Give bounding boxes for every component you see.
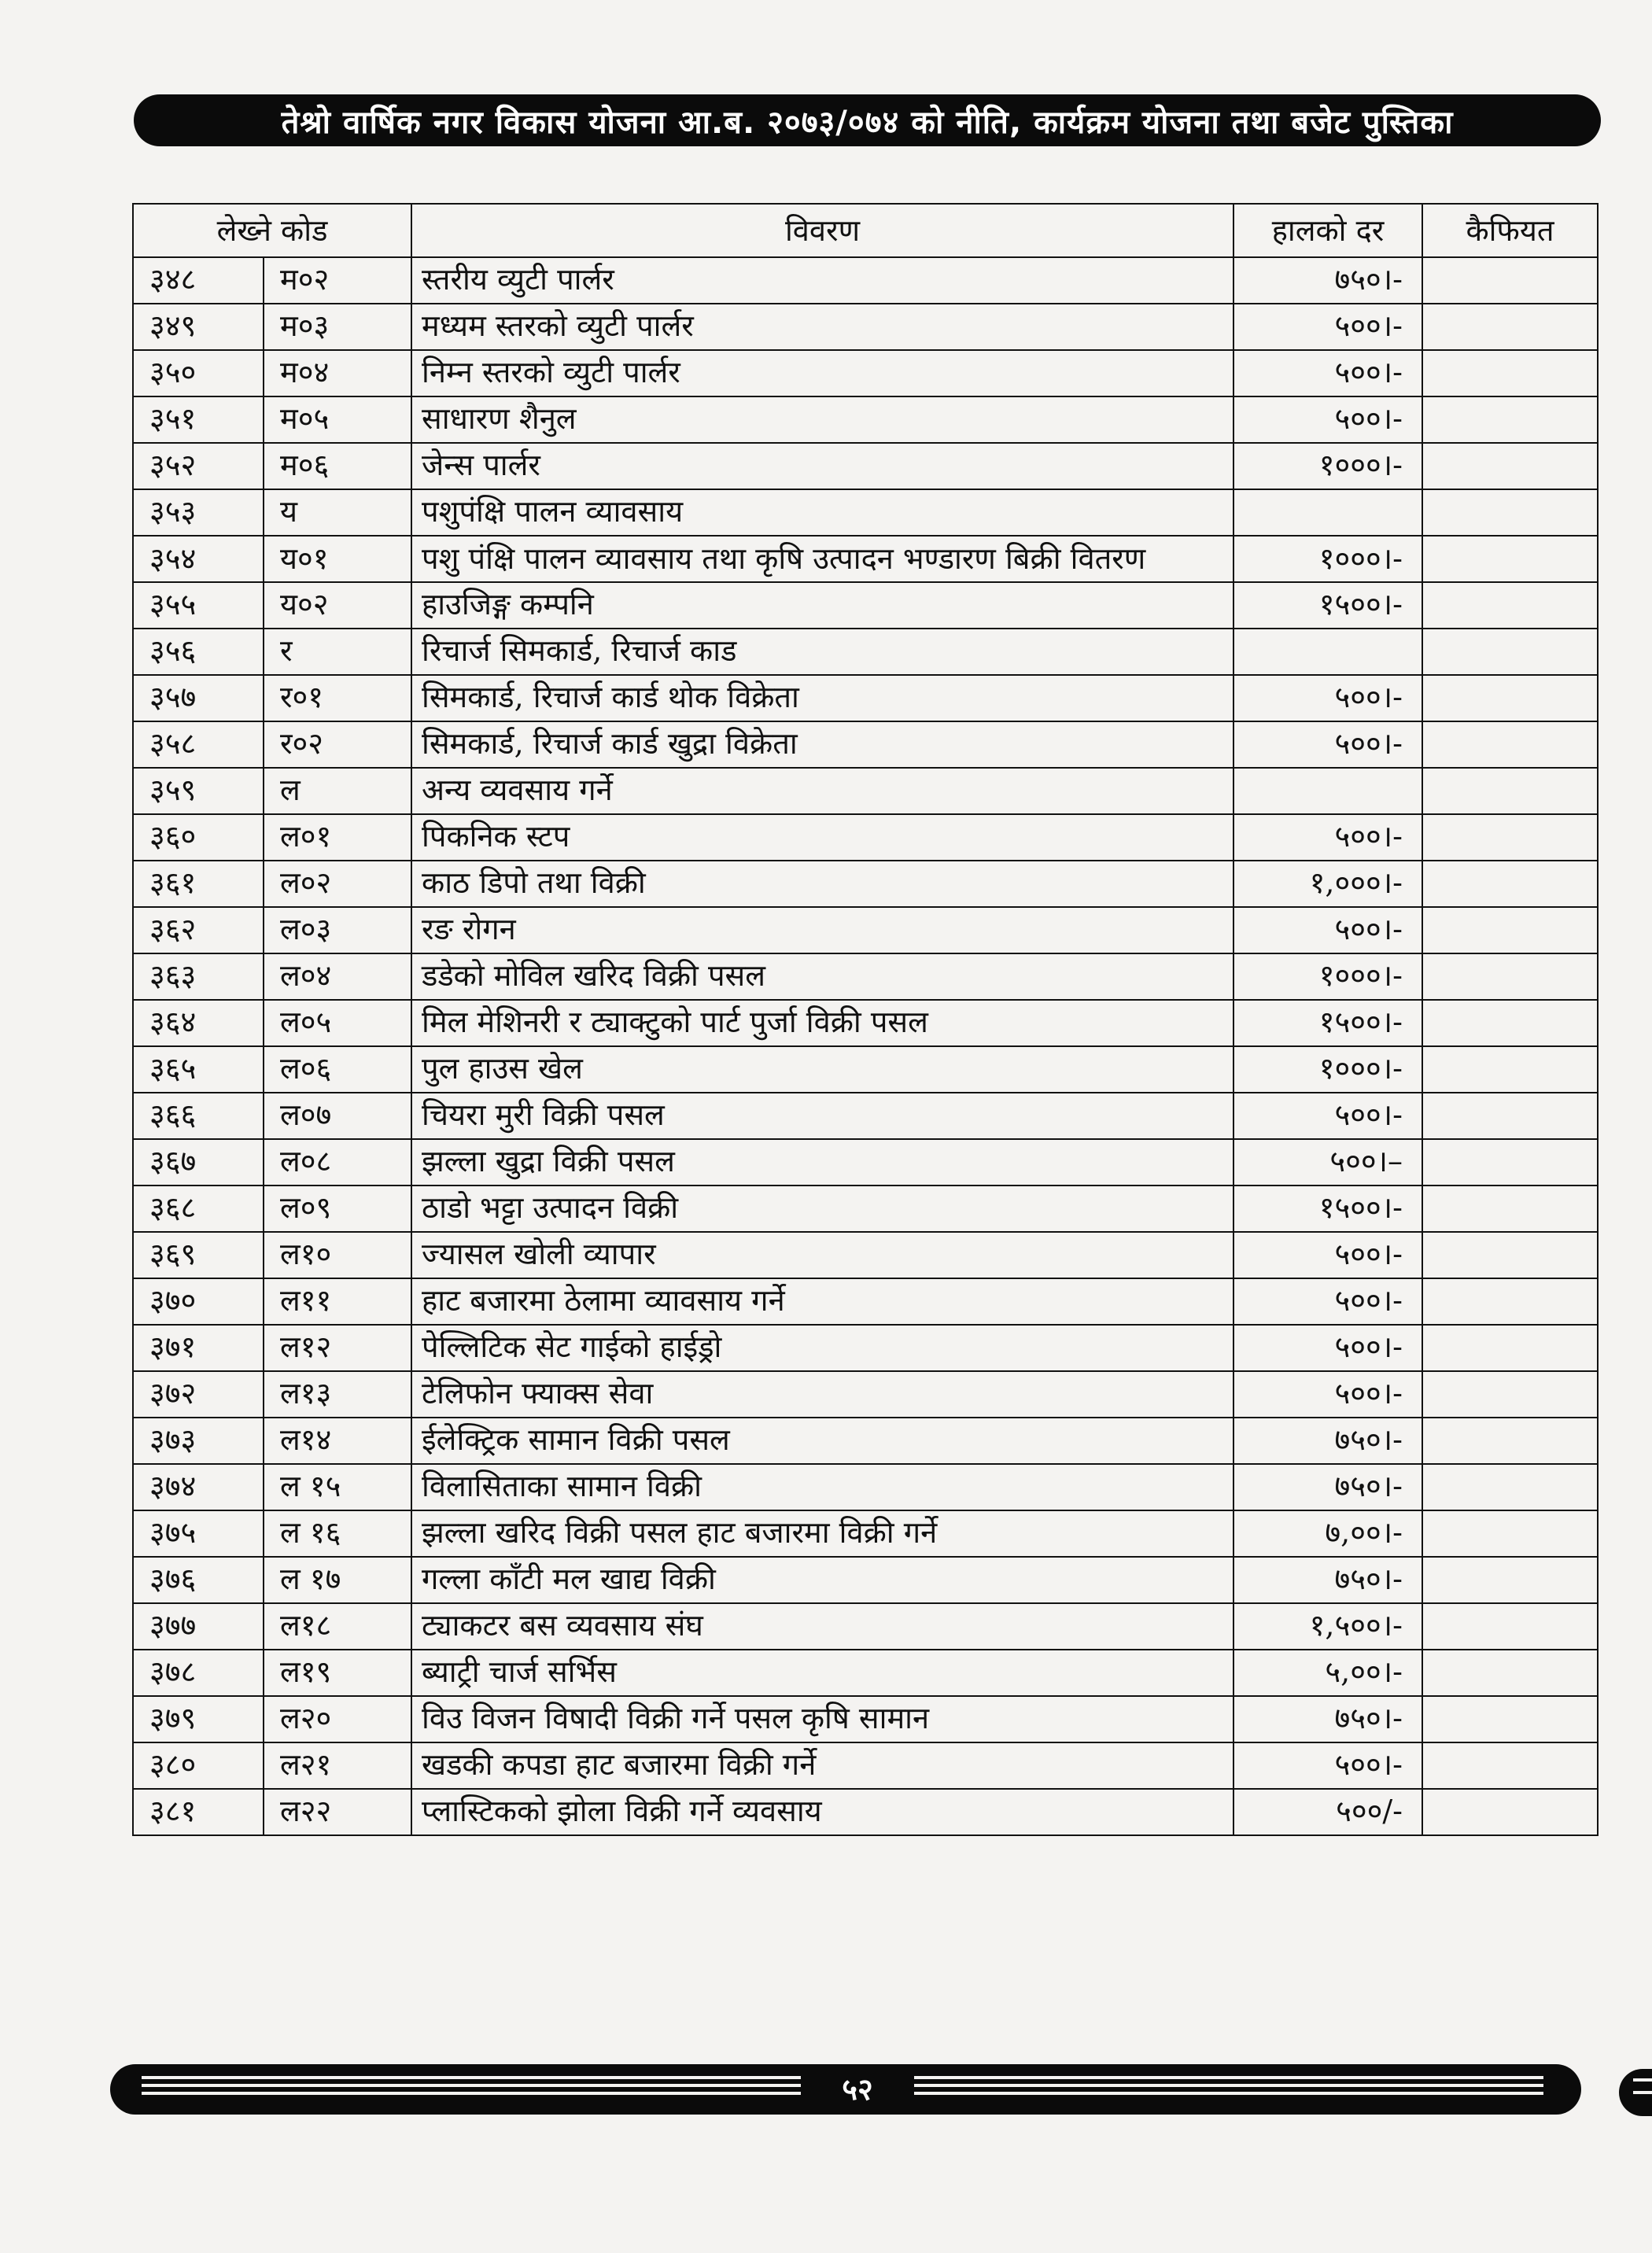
row-code-cell: ल०८ [264, 1139, 411, 1185]
row-description-cell: झल्ला खरिद विक्री पसल हाट बजारमा विक्री गर्ने [411, 1510, 1233, 1557]
table-row [133, 1325, 1598, 1371]
row-rate-cell: ७५०।- [1233, 1464, 1422, 1510]
row-description-cell: सिमकार्ड, रिचार्ज कार्ड खुद्रा विक्रेता [411, 721, 1233, 768]
row-description-cell: सिमकार्ड, रिचार्ज कार्ड थोक विक्रेता [411, 675, 1233, 721]
row-code-cell: म०३ [264, 304, 411, 350]
row-remarks-cell [1422, 1278, 1598, 1325]
table-body [133, 257, 1598, 1835]
row-description-cell: झल्ला खुद्रा विक्री पसल [411, 1139, 1233, 1185]
rate-table [132, 203, 1599, 1836]
row-rate-cell: ५००।- [1233, 1742, 1422, 1789]
row-description-cell: निम्न स्तरको व्युटी पार्लर [411, 350, 1233, 396]
row-remarks-cell [1422, 1557, 1598, 1603]
table-row [133, 1371, 1598, 1418]
row-remarks-cell [1422, 1742, 1598, 1789]
row-description-cell: ठाडो भट्टा उत्पादन विक्री [411, 1185, 1233, 1232]
footer-decorative-lines [914, 2076, 1543, 2103]
row-rate-cell: ५००।- [1233, 1371, 1422, 1418]
row-description-cell: विलासिताका सामान विक्री [411, 1464, 1233, 1510]
row-remarks-cell [1422, 721, 1598, 768]
row-remarks-cell [1422, 675, 1598, 721]
row-remarks-cell [1422, 536, 1598, 582]
row-number-cell: ३५५ [133, 582, 264, 629]
row-description-cell: जेन्स पार्लर [411, 443, 1233, 489]
table-row [133, 1185, 1598, 1232]
row-number-cell: ३७९ [133, 1696, 264, 1742]
row-rate-cell: ७,००।- [1233, 1510, 1422, 1557]
table-row [133, 1418, 1598, 1464]
row-remarks-cell [1422, 1000, 1598, 1046]
row-remarks-cell [1422, 489, 1598, 536]
table-row [133, 582, 1598, 629]
row-description-cell: साधारण शैनुल [411, 396, 1233, 443]
row-description-cell: चियरा मुरी विक्री पसल [411, 1093, 1233, 1139]
table-row [133, 1510, 1598, 1557]
row-code-cell: ल०९ [264, 1185, 411, 1232]
row-remarks-cell [1422, 257, 1598, 304]
row-description-cell: हाउजिङ्ग कम्पनि [411, 582, 1233, 629]
row-number-cell: ३७६ [133, 1557, 264, 1603]
row-description-cell: पुल हाउस खेल [411, 1046, 1233, 1093]
row-rate-cell: ७५०।- [1233, 1557, 1422, 1603]
rate-table-container [132, 203, 1597, 1836]
row-description-cell: खडकी कपडा हाट बजारमा विक्री गर्ने [411, 1742, 1233, 1789]
row-code-cell: ल १५ [264, 1464, 411, 1510]
row-number-cell: ३७० [133, 1278, 264, 1325]
row-code-cell: र०२ [264, 721, 411, 768]
row-rate-cell: ५००।- [1233, 350, 1422, 396]
table-row [133, 1464, 1598, 1510]
row-remarks-cell [1422, 1185, 1598, 1232]
row-description-cell: ज्यासल खोली व्यापार [411, 1232, 1233, 1278]
row-rate-cell: ५००।- [1233, 1232, 1422, 1278]
row-code-cell: ल०५ [264, 1000, 411, 1046]
table-row [133, 1742, 1598, 1789]
row-number-cell: ३७२ [133, 1371, 264, 1418]
row-rate-cell [1233, 489, 1422, 536]
row-description-cell: रिचार्ज सिमकार्ड, रिचार्ज काड [411, 629, 1233, 675]
row-code-cell: ल२२ [264, 1789, 411, 1835]
row-code-cell: म०२ [264, 257, 411, 304]
row-rate-cell: ७५०।- [1233, 1696, 1422, 1742]
table-row [133, 396, 1598, 443]
row-rate-cell: १०००।- [1233, 1046, 1422, 1093]
row-number-cell: ३५९ [133, 768, 264, 814]
table-row [133, 1696, 1598, 1742]
row-remarks-cell [1422, 1650, 1598, 1696]
header-remarks: कैफियत [1422, 204, 1598, 257]
row-code-cell: ल२० [264, 1696, 411, 1742]
row-number-cell: ३७४ [133, 1464, 264, 1510]
row-description-cell: स्तरीय व्युटी पार्लर [411, 257, 1233, 304]
row-description-cell: पेल्लिटिक सेट गाईको हाईड्रो [411, 1325, 1233, 1371]
row-code-cell: म०४ [264, 350, 411, 396]
row-description-cell: विउ विजन विषादी विक्री गर्ने पसल कृषि सामान [411, 1696, 1233, 1742]
row-code-cell: ल०६ [264, 1046, 411, 1093]
row-rate-cell: ५००।– [1233, 1139, 1422, 1185]
page-number: ५२ [842, 2072, 873, 2107]
row-rate-cell: १५००।- [1233, 582, 1422, 629]
row-code-cell: ल१० [264, 1232, 411, 1278]
table-row [133, 536, 1598, 582]
table-row [133, 443, 1598, 489]
table-row [133, 304, 1598, 350]
row-number-cell: ३५६ [133, 629, 264, 675]
row-rate-cell: ५००।- [1233, 1325, 1422, 1371]
row-code-cell: ल०७ [264, 1093, 411, 1139]
row-number-cell: ३५४ [133, 536, 264, 582]
row-description-cell: ट्याकटर बस व्यवसाय संघ [411, 1603, 1233, 1650]
row-description-cell: अन्य व्यवसाय गर्ने [411, 768, 1233, 814]
row-number-cell: ३७७ [133, 1603, 264, 1650]
row-remarks-cell [1422, 1418, 1598, 1464]
row-description-cell: डडेको मोविल खरिद विक्री पसल [411, 953, 1233, 1000]
table-row [133, 257, 1598, 304]
row-rate-cell: ५००।- [1233, 1093, 1422, 1139]
row-remarks-cell [1422, 768, 1598, 814]
row-code-cell: य०१ [264, 536, 411, 582]
row-remarks-cell [1422, 861, 1598, 907]
row-number-cell: ३६९ [133, 1232, 264, 1278]
row-description-cell: रङ रोगन [411, 907, 1233, 953]
row-number-cell: ३६४ [133, 1000, 264, 1046]
footer-banner [110, 2064, 1581, 2115]
row-code-cell: ल०३ [264, 907, 411, 953]
row-description-cell: पिकनिक स्टप [411, 814, 1233, 861]
row-remarks-cell [1422, 1696, 1598, 1742]
header-rate: हालको दर [1233, 204, 1422, 257]
row-remarks-cell [1422, 304, 1598, 350]
row-description-cell: पशुपंक्षि पालन व्यावसाय [411, 489, 1233, 536]
row-description-cell: मिल मेशिनरी र ट्याक्टुको पार्ट पुर्जा विक्री पसल [411, 1000, 1233, 1046]
table-row [133, 861, 1598, 907]
row-code-cell: ल [264, 768, 411, 814]
row-description-cell: मध्यम स्तरको व्युटी पार्लर [411, 304, 1233, 350]
row-number-cell: ३५३ [133, 489, 264, 536]
row-rate-cell: ५००/- [1233, 1789, 1422, 1835]
table-row [133, 675, 1598, 721]
row-remarks-cell [1422, 953, 1598, 1000]
row-code-cell: ल०४ [264, 953, 411, 1000]
row-number-cell: ३६६ [133, 1093, 264, 1139]
row-description-cell: टेलिफोन फ्याक्स सेवा [411, 1371, 1233, 1418]
row-code-cell: ल १६ [264, 1510, 411, 1557]
row-rate-cell: ५००।- [1233, 396, 1422, 443]
table-row [133, 1046, 1598, 1093]
row-remarks-cell [1422, 1510, 1598, 1557]
row-remarks-cell [1422, 814, 1598, 861]
row-code-cell: ल१३ [264, 1371, 411, 1418]
row-number-cell: ३६७ [133, 1139, 264, 1185]
row-rate-cell: ७५०।- [1233, 1418, 1422, 1464]
header-banner [134, 94, 1601, 146]
header-description: विवरण [411, 204, 1233, 257]
row-rate-cell: ५००।- [1233, 675, 1422, 721]
row-remarks-cell [1422, 1789, 1598, 1835]
row-rate-cell: १५००।- [1233, 1185, 1422, 1232]
row-number-cell: ३७३ [133, 1418, 264, 1464]
row-number-cell: ३५१ [133, 396, 264, 443]
row-remarks-cell [1422, 443, 1598, 489]
row-code-cell: ल१८ [264, 1603, 411, 1650]
table-row [133, 489, 1598, 536]
row-rate-cell: ७५०।- [1233, 257, 1422, 304]
row-number-cell: ३६५ [133, 1046, 264, 1093]
table-row [133, 1139, 1598, 1185]
row-remarks-cell [1422, 1371, 1598, 1418]
row-remarks-cell [1422, 1232, 1598, 1278]
row-code-cell: ल०२ [264, 861, 411, 907]
table-row [133, 907, 1598, 953]
row-code-cell: ल १७ [264, 1557, 411, 1603]
table-row [133, 1557, 1598, 1603]
table-row [133, 953, 1598, 1000]
row-code-cell: ल१२ [264, 1325, 411, 1371]
table-header-row [133, 204, 1598, 257]
table-row [133, 629, 1598, 675]
row-number-cell: ३७१ [133, 1325, 264, 1371]
row-code-cell: य [264, 489, 411, 536]
row-remarks-cell [1422, 1464, 1598, 1510]
row-code-cell: ल११ [264, 1278, 411, 1325]
row-rate-cell [1233, 768, 1422, 814]
row-remarks-cell [1422, 1046, 1598, 1093]
table-row [133, 768, 1598, 814]
table-row [133, 1278, 1598, 1325]
row-remarks-cell [1422, 582, 1598, 629]
table-row [133, 1093, 1598, 1139]
row-rate-cell: १,०००।- [1233, 861, 1422, 907]
document-title: तेश्रो वार्षिक नगर विकास योजना आ.ब. २०७३/०७४ को नीति, कार्यक्रम योजना तथा बजेट पुस्तिका [281, 104, 1454, 141]
row-description-cell: प्लास्टिकको झोला विक्री गर्ने व्यवसाय [411, 1789, 1233, 1835]
row-code-cell: र [264, 629, 411, 675]
row-number-cell: ३७८ [133, 1650, 264, 1696]
row-code-cell: ल२१ [264, 1742, 411, 1789]
row-rate-cell: १०००।- [1233, 953, 1422, 1000]
row-description-cell: गल्ला काँटी मल खाद्य विक्री [411, 1557, 1233, 1603]
row-number-cell: ३६२ [133, 907, 264, 953]
row-code-cell: य०२ [264, 582, 411, 629]
table-row [133, 1000, 1598, 1046]
row-rate-cell: १०००।- [1233, 536, 1422, 582]
table-row [133, 1650, 1598, 1696]
row-number-cell: ३६१ [133, 861, 264, 907]
row-remarks-cell [1422, 907, 1598, 953]
row-rate-cell: १५००।- [1233, 1000, 1422, 1046]
row-remarks-cell [1422, 1093, 1598, 1139]
row-description-cell: ब्याट्री चार्ज सर्भिस [411, 1650, 1233, 1696]
row-rate-cell: ५००।- [1233, 304, 1422, 350]
row-rate-cell: ५००।- [1233, 814, 1422, 861]
row-rate-cell: ५,००।- [1233, 1650, 1422, 1696]
row-number-cell: ३६८ [133, 1185, 264, 1232]
row-number-cell: ३५७ [133, 675, 264, 721]
footer-decorative-lines [142, 2076, 801, 2103]
row-number-cell: ३५० [133, 350, 264, 396]
table-row [133, 1232, 1598, 1278]
row-code-cell: ल१९ [264, 1650, 411, 1696]
table-row [133, 721, 1598, 768]
row-rate-cell: १,५००।- [1233, 1603, 1422, 1650]
row-number-cell: ३८० [133, 1742, 264, 1789]
row-description-cell: ईलेक्ट्रिक सामान विक्री पसल [411, 1418, 1233, 1464]
row-number-cell: ३८१ [133, 1789, 264, 1835]
table-row [133, 350, 1598, 396]
row-code-cell: र०१ [264, 675, 411, 721]
row-remarks-cell [1422, 1325, 1598, 1371]
row-rate-cell [1233, 629, 1422, 675]
row-number-cell: ३५८ [133, 721, 264, 768]
table-row [133, 1603, 1598, 1650]
row-number-cell: ३४८ [133, 257, 264, 304]
row-remarks-cell [1422, 1139, 1598, 1185]
table-row [133, 1789, 1598, 1835]
row-description-cell: हाट बजारमा ठेलामा व्यावसाय गर्ने [411, 1278, 1233, 1325]
row-rate-cell: ५००।- [1233, 907, 1422, 953]
row-number-cell: ३५२ [133, 443, 264, 489]
row-number-cell: ३४९ [133, 304, 264, 350]
row-remarks-cell [1422, 396, 1598, 443]
row-code-cell: ल१४ [264, 1418, 411, 1464]
row-remarks-cell [1422, 350, 1598, 396]
row-remarks-cell [1422, 1603, 1598, 1650]
row-number-cell: ३६३ [133, 953, 264, 1000]
row-number-cell: ३६० [133, 814, 264, 861]
row-number-cell: ३७५ [133, 1510, 264, 1557]
row-rate-cell: ५००।- [1233, 721, 1422, 768]
row-description-cell: काठ डिपो तथा विक्री [411, 861, 1233, 907]
row-remarks-cell [1422, 629, 1598, 675]
table-row [133, 814, 1598, 861]
row-code-cell: म०६ [264, 443, 411, 489]
row-rate-cell: ५००।- [1233, 1278, 1422, 1325]
page-edge-tab [1619, 2069, 1652, 2116]
row-code-cell: ल०१ [264, 814, 411, 861]
row-description-cell: पशु पंक्षि पालन व्यावसाय तथा कृषि उत्पादन भण्डारण बिक्री वितरण [411, 536, 1233, 582]
row-rate-cell: १०००।- [1233, 443, 1422, 489]
header-code: लेख्ने कोड [133, 204, 411, 257]
row-code-cell: म०५ [264, 396, 411, 443]
